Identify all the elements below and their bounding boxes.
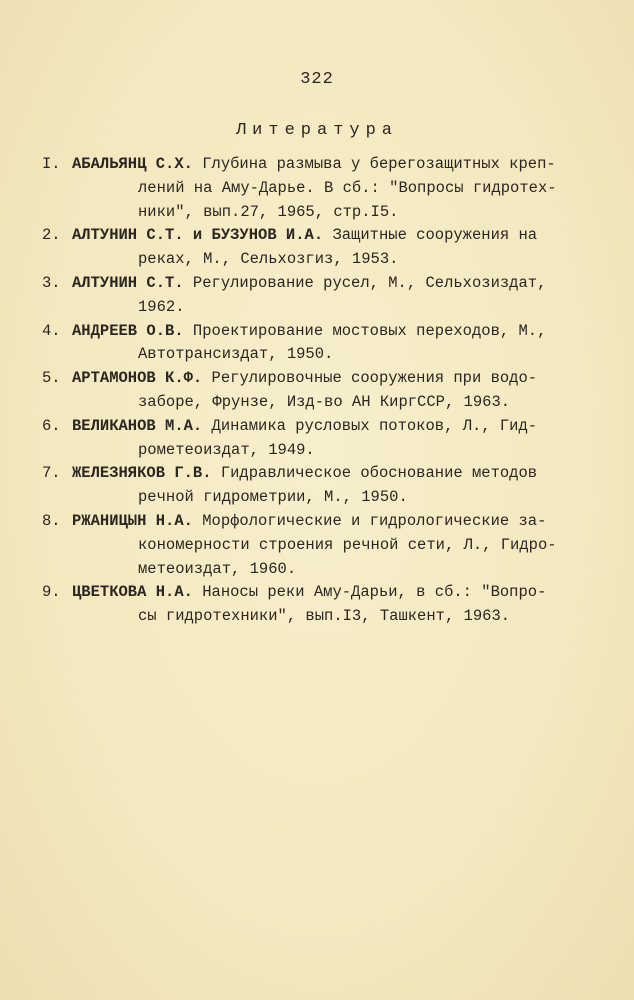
reference-number: 6. [42,416,61,435]
page-number: 322 [300,70,334,89]
reference-number: 9. [42,583,61,602]
reference-author: АРТАМОНОВ К.Ф. [72,369,203,388]
reference-number: 8. [42,511,61,530]
reference-continuation: рометеоиздат, 1949. [138,440,315,459]
reference-number: 4. [42,321,61,340]
reference-item [42,153,602,224]
reference-continuation: Автотрансиздат, 1950. [138,345,334,364]
reference-text: Гидравлическое обоснование методов [211,464,538,483]
reference-author: ЦВЕТКОВА Н.А. [72,583,193,602]
reference-text: Глубина размыва у берегозащитных креп- [192,155,556,173]
reference-number: 7. [42,464,61,483]
reference-author: АЛТУНИН С.Т. и БУЗУНОВ И.А. [72,226,324,245]
reference-item [42,462,602,510]
reference-continuation: речной гидрометрии, М., 1950. [138,488,408,507]
reference-continuation: реках, М., Сельхозгиз, 1953. [138,250,399,269]
reference-text: Проектирование мостовых переходов, М., [183,321,547,340]
reference-continuation: лений на Аму-Дарье. В сб.: "Вопросы гидротех- [138,178,557,197]
reference-author: АЛТУНИН С.Т. [72,273,184,292]
reference-item [42,510,602,581]
reference-list [42,153,602,629]
reference-text: Наносы реки Аму-Дарьи, в сб.: "Вопро- [192,583,547,602]
reference-text: Динамика русловых потоков, Л., Гид- [202,416,538,435]
reference-author: ЖЕЛЕЗНЯКОВ Г.В. [72,464,212,483]
reference-author: АБАЛЬЯНЦ С.Х. [72,155,193,173]
reference-text: Регулирование русел, М., Сельхозиздат, [183,273,547,292]
reference-number: 5. [42,369,61,388]
reference-continuation: заборе, Фрунзе, Изд-во АН КиргССР, 1963. [138,392,511,411]
reference-author: АНДРЕЕВ О.В. [72,321,184,340]
reference-continuation: 1962. [138,297,185,316]
reference-number: 2. [42,226,61,245]
reference-continuation: кономерности строения речной сети, Л., Гидро- [138,535,557,554]
reference-number: I. [42,155,61,173]
reference-item [42,320,602,368]
reference-number: 3. [42,273,61,292]
reference-item [42,367,602,415]
reference-continuation: метеоиздат, 1960. [138,559,297,578]
reference-author: ВЕЛИКАНОВ М.А. [72,416,203,435]
reference-item [42,272,602,320]
reference-author: РЖАНИЦЫН Н.А. [72,511,193,530]
reference-text: Защитные сооружения на [323,226,538,245]
reference-item [42,415,602,463]
reference-item [42,224,602,272]
reference-continuation: сы гидротехники", вып.I3, Ташкент, 1963. [138,607,511,626]
reference-item [42,581,602,629]
reference-continuation: ники", вып.27, 1965, стр.I5. [138,202,399,221]
reference-text: Морфологические и гидрологические за- [192,511,547,530]
reference-text: Регулировочные сооружения при водо- [202,369,538,388]
references-heading: Литература [235,121,399,140]
